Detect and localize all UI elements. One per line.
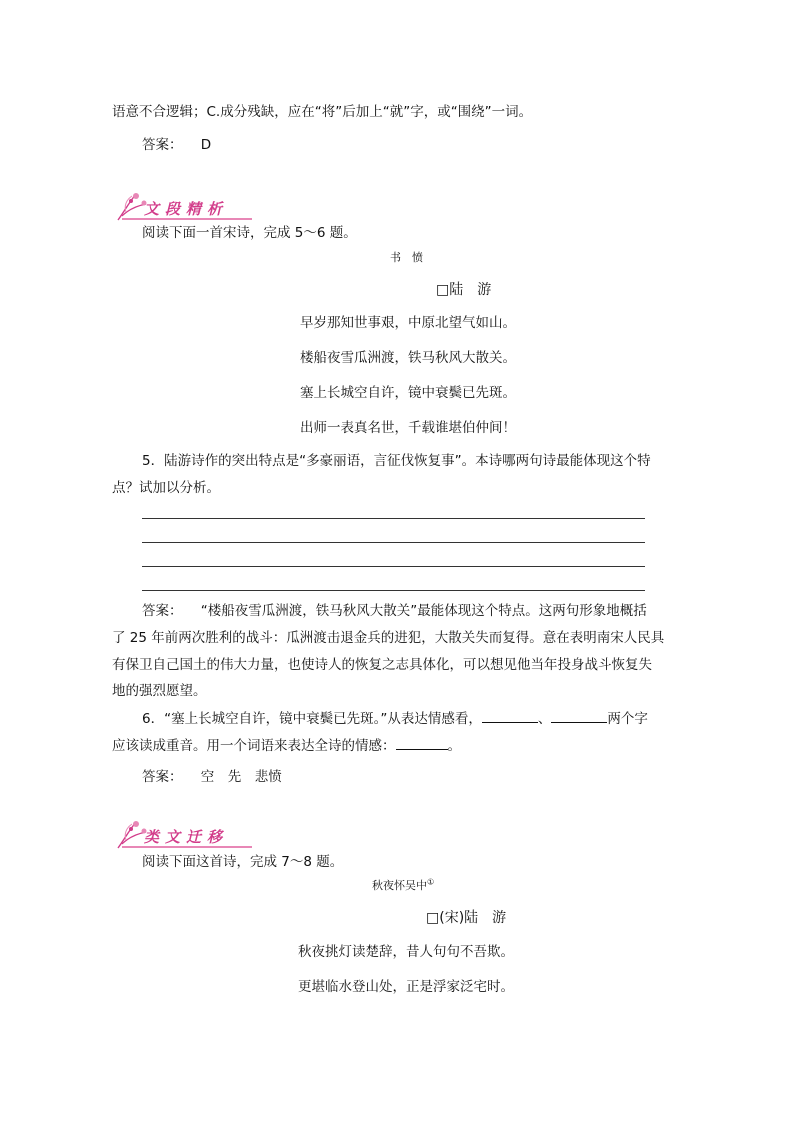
question-6-line: 应该读成重音。用一个词语来表达全诗的情感： 。 [112, 734, 461, 754]
section-header-text-analysis [114, 190, 274, 220]
poem-2-line: 秋夜挑灯读楚辞，昔人句句不吾欺。 [298, 944, 514, 960]
answer-line[interactable] [142, 566, 645, 567]
answer-5-line: 了 25 年前两次胜利的战斗：瓜洲渡击退金兵的进犯，大散关失而复得。意在表明南宋人民具 [112, 630, 665, 646]
answer-line[interactable] [142, 590, 645, 591]
poem-2-line: 更堪临水登山处，正是浮家泛宅时。 [298, 979, 514, 995]
question-5-line: 点？试加以分析。 [112, 480, 220, 496]
answer-5-line: 答案： “楼船夜雪瓜洲渡，铁马秋风大散关”最能体现这个特点。这两句形象地概括 [142, 603, 647, 619]
fill-blank[interactable] [482, 708, 538, 723]
poem-2-title: 秋夜怀吴中① [372, 877, 435, 892]
poem-1-title: 书 愤 [390, 251, 423, 264]
answer-value: 空 先 悲愤 [200, 769, 282, 785]
answer-value: D [200, 137, 212, 153]
section-header-related-reading [114, 818, 274, 848]
answer-line[interactable] [142, 518, 645, 519]
section-title: 类文迁移 [144, 828, 229, 846]
question-6-line: 6．“塞上长城空自许，镜中衰鬓已先斑。”从表达情感看， 、 两个字 [142, 707, 648, 727]
section-underline [122, 218, 252, 220]
question-5-line: 5．陆游诗作的突出特点是“多豪丽语，言征伐恢复事”。本诗哪两句诗最能体现这个特 [142, 453, 651, 469]
answer-6 [142, 765, 282, 785]
answer-5-line: 有保卫自己国土的伟大力量，也使诗人的恢复之志具体化，可以想见他当年投身战斗恢复失 [112, 657, 652, 673]
answer-line[interactable] [142, 542, 645, 543]
answer-label: 答案： [142, 137, 183, 153]
answer-1 [142, 133, 211, 153]
fill-blank[interactable] [396, 735, 448, 750]
section-2-instruction: 阅读下面这首诗，完成 7～8 题。 [142, 854, 344, 870]
answer-5-line: 地的强烈愿望。 [112, 683, 207, 699]
answer-label: 答案： [142, 769, 183, 785]
poem-1-line: 楼船夜雪瓜洲渡，铁马秋风大散关。 [300, 350, 516, 366]
footnote-marker[interactable]: ① [427, 877, 435, 887]
section-underline [122, 846, 252, 848]
section-title: 文段精析 [144, 200, 229, 218]
poem-1-author: □陆 游 [436, 282, 492, 298]
intro-line: 语意不合逻辑；C.成分残缺，应在“将”后加上“就”字，或“围绕”一词。 [112, 104, 533, 120]
section-1-instruction: 阅读下面一首宋诗，完成 5～6 题。 [142, 225, 357, 241]
poem-1-line: 塞上长城空自许，镜中衰鬓已先斑。 [300, 385, 516, 401]
answer-label: 答案： [142, 603, 183, 619]
fill-blank[interactable] [551, 708, 607, 723]
poem-1-line: 早岁那知世事艰，中原北望气如山。 [300, 315, 516, 331]
poem-1-line: 出师一表真名世，千载谁堪伯仲间！ [300, 420, 516, 436]
poem-2-author: □(宋)陆 游 [426, 910, 507, 926]
